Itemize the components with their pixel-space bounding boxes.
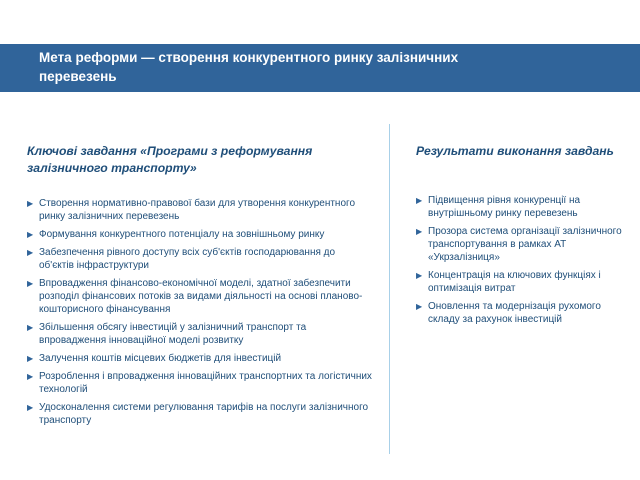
list-item [27, 228, 372, 241]
triangle-right-icon: ▶ [27, 199, 34, 208]
list-item-text: Формування конкурентного потенціалу на зовнішньому ринку [39, 229, 325, 240]
list-item-text: Впровадження фінансово-економічної моделі, здатної забезпечити розподіл фінансових потоків за видами діяльності на основі планово-кошторисного фінансування [39, 278, 363, 315]
results-list [416, 194, 626, 331]
left-column-title: Ключові завдання «Програми з реформування залізничного транспорту» [27, 144, 313, 175]
list-item [416, 300, 626, 326]
list-item-text: Забезпечення рівного доступу всіх суб'єктів господарювання до об'єктів інфраструктури [39, 247, 336, 271]
list-item-text: Розроблення і впровадження інноваційних транспортних та логістичних технологій [39, 371, 372, 395]
page-title: Мета реформи — створення конкурентного ринку залізничних перевезень [39, 50, 459, 84]
column-divider [389, 124, 390, 454]
list-item [27, 197, 372, 223]
triangle-right-icon: ▶ [27, 323, 34, 332]
triangle-right-icon: ▶ [416, 271, 423, 280]
triangle-right-icon: ▶ [416, 196, 423, 205]
list-item [27, 246, 372, 272]
header-banner [0, 44, 640, 92]
triangle-right-icon: ▶ [416, 227, 423, 236]
right-column-title: Результати виконання завдань [416, 144, 614, 158]
key-tasks-list [27, 197, 372, 432]
list-item-text: Створення нормативно-правової бази для утворення конкурентного ринку залізничних перевезень [39, 198, 356, 222]
list-item [27, 321, 372, 347]
list-item-text: Удосконалення системи регулювання тарифів на послуги залізничного транспорту [39, 402, 369, 426]
triangle-right-icon: ▶ [27, 403, 34, 412]
list-item [27, 352, 372, 365]
triangle-right-icon: ▶ [416, 302, 423, 311]
triangle-right-icon: ▶ [27, 354, 34, 363]
list-item [416, 269, 626, 295]
triangle-right-icon: ▶ [27, 230, 34, 239]
list-item-text: Прозора система організації залізничного транспортування в рамках АТ «Укрзалізниця» [428, 226, 622, 263]
triangle-right-icon: ▶ [27, 279, 34, 288]
list-item-text: Залучення коштів місцевих бюджетів для інвестицій [39, 353, 282, 364]
list-item [416, 194, 626, 220]
top-margin [0, 0, 640, 44]
list-item [27, 401, 372, 427]
list-item-text: Підвищення рівня конкуренції на внутрішньому ринку перевезень [428, 195, 581, 219]
list-item [27, 277, 372, 316]
list-item-text: Оновлення та модернізація рухомого складу за рахунок інвестицій [428, 301, 601, 325]
triangle-right-icon: ▶ [27, 248, 34, 257]
list-item-text: Збільшення обсягу інвестицій у залізничний транспорт та впровадження інноваційної моделі розвитку [39, 322, 307, 346]
triangle-right-icon: ▶ [27, 372, 34, 381]
list-item-text: Концентрація на ключових функціях і оптимізація витрат [428, 270, 601, 294]
list-item [416, 225, 626, 264]
list-item [27, 370, 372, 396]
